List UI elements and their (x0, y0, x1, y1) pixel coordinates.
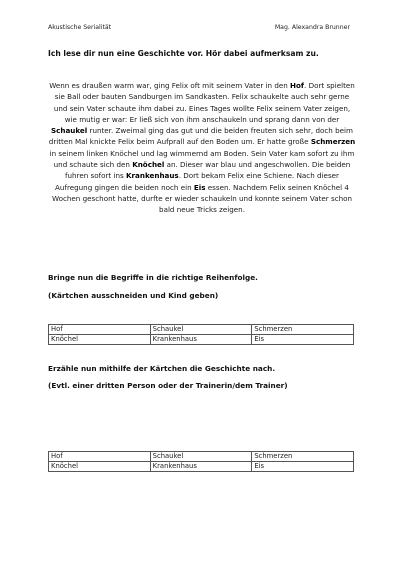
task2-instruction: Erzähle nun mithilfe der Kärtchen die Geschichte nach. (48, 364, 276, 373)
word-cards-table-2 (48, 451, 354, 472)
table-row (49, 462, 354, 472)
word-card: Hof (49, 452, 151, 462)
word-card: Krankenhaus (150, 335, 252, 345)
story-segment: in seinem linken Knöchel und lag wimmernd am Boden. Sein Vater kam sofort zu ihm und schaute sich den (49, 148, 355, 170)
story-segment: Wenn es draußen warm war, ging Felix oft mit seinem Vater in den (49, 81, 291, 90)
header-author: Mag. Alexandra Brunner (274, 24, 350, 31)
story-keyword: Krankenhaus (126, 171, 179, 181)
table-row (49, 335, 354, 345)
task2-note: (Evtl. einer dritten Person oder der Trainerin/dem Trainer) (48, 381, 288, 390)
header-subject: Akustische Serialität (48, 24, 112, 31)
task1-note: (Kärtchen ausschneiden und Kind geben) (48, 291, 219, 300)
story-keyword: Schaukel (51, 126, 88, 136)
story-segment: . Dort bekam Felix eine Schiene. Nach dieser Aufregung gingen die beiden noch ein (55, 171, 339, 192)
story-keyword: Hof (290, 81, 305, 90)
word-cards-table-1 (48, 324, 354, 345)
story-keyword: Schmerzen (310, 137, 356, 147)
word-card: Schmerzen (252, 325, 354, 335)
word-card: Hof (49, 325, 151, 335)
story-segment: an. Dieser war blau und angeschwollen. Die beiden fuhren sofort ins (64, 160, 351, 181)
word-card: Schaukel (150, 452, 252, 462)
story-segment: essen. Nachdem Felix seinen Knöchel 4 Wochen geschont hatte, durfte er wieder schaukeln und konnte seinem Vater schon bald neue Tricks zeigen. (51, 182, 353, 215)
story-text (48, 80, 356, 216)
table-row (49, 325, 354, 335)
word-card: Krankenhaus (150, 462, 252, 472)
word-card: Schmerzen (252, 452, 354, 462)
story-segment: runter. Zweimal ging das gut und die beiden freuten sich sehr, doch beim dritten Mal knickte Felix beim Aufprall auf den Boden um. Er hatte große (48, 126, 353, 147)
word-card: Knöchel (49, 462, 151, 472)
intro-instruction: Ich lese dir nun eine Geschichte vor. Hör dabei aufmerksam zu. (48, 49, 319, 58)
story-keyword: Eis (193, 182, 206, 192)
word-card: Eis (252, 335, 354, 345)
word-card: Knöchel (49, 335, 151, 345)
table-row (49, 452, 354, 462)
story-segment: . Dort spielten sie Ball oder bauten Sandburgen im Sandkasten. Felix schaukelte auch sehr gerne und sein Vater schaute ihm dabei zu. Eines Tages wollte Felix seinem Vater zeigen, wie mutig er war: Er ließ sich von ihm anschaukeln und sprang dann von der (53, 81, 355, 124)
word-card: Eis (252, 462, 354, 472)
story-keyword: Knöchel (132, 160, 165, 170)
word-card: Schaukel (150, 325, 252, 335)
task1-instruction: Bringe nun die Begriffe in die richtige Reihenfolge. (48, 273, 258, 282)
